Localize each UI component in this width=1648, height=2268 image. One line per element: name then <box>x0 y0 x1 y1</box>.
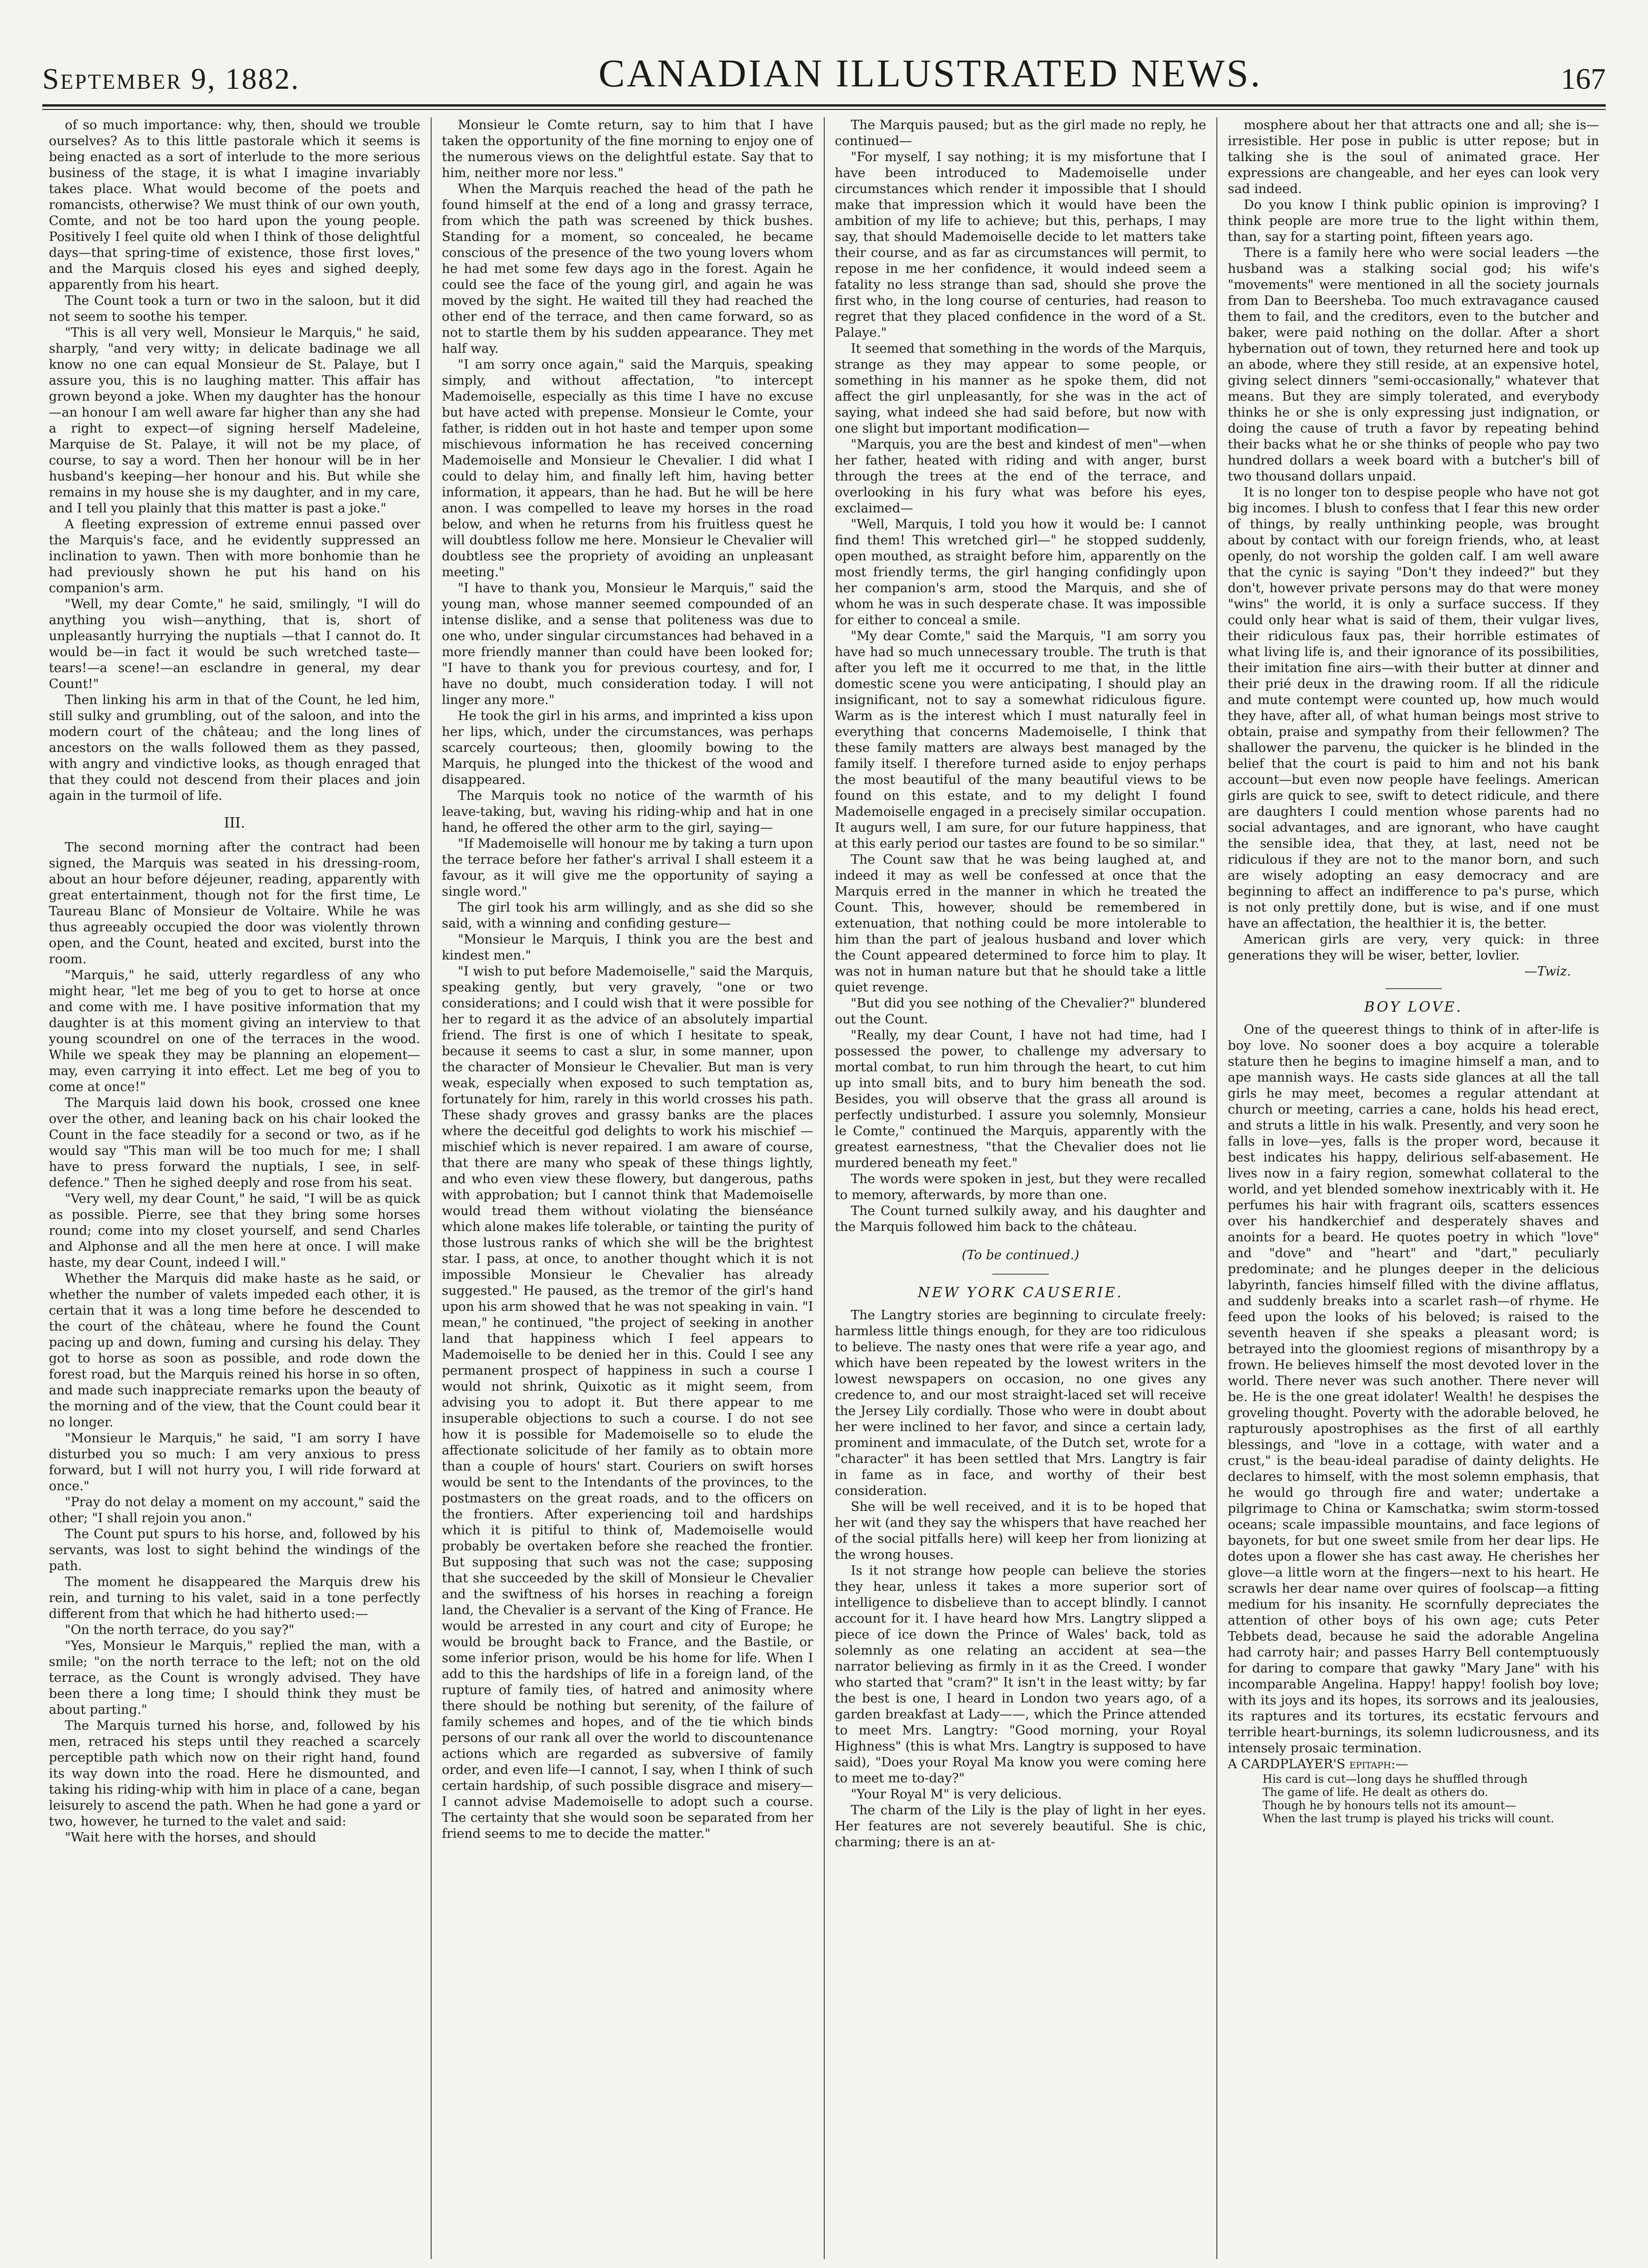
column-3-body <box>835 117 1207 1235</box>
paragraph: He took the girl in his arms, and imprinted a kiss upon her lips, which, under the circumstances, was perhaps scarcely courteous; then, gloomily bowing to the Marquis, he plunged into the thickest of the wood and disappeared. <box>441 709 813 787</box>
paragraph: The girl took his arm willingly, and as she did so she said, with a winning and confiding gesture— <box>441 900 813 931</box>
paragraph: When the Marquis reached the head of the path he found himself at the end of a long and grassy terrace, from which the path was screened by thick bushes. Standing for a moment, so concealed, he became conscious of the presence of the two young lovers whom he had met some few days ago in the forest. Again he could see the face of the young girl, and again he was moved by the sight. He waited till they had reached the other end of the terrace, and then came forward, so as not to startle them by his sudden appearance. They met half way. <box>441 182 813 356</box>
verse-line: Though he by honours tells not its amount— <box>1262 1799 1516 1812</box>
paragraph: The Count took a turn or two in the saloon, but it did not seem to soothe his temper. <box>49 294 420 324</box>
paragraph: One of the queerest things to think of in after-life is boy love. No sooner does a boy acquire a tolerable stature then he begins to imagine himself a man, and to ape mannish ways. He casts side glances at all the tall girls he may meet, becomes a regular attendant at church or meeting, carries a cane, holds his head erect, and struts a little in his walk. Presently, and very soon he falls in love—yes, falls is the proper word, because it best indicates his happy, delirious self-abasement. He lives now in a fairy region, somewhat collateral to the world, and yet blended somehow inextricably with it. He perfumes his hair with fragrant oils, scatters essences over his handkerchief and desperately shaves and anoints for a beard. He quotes poetry in which "love" and "dove" and "heart" and "dart," peculiarly predominate; and he plunges deeper in the delicious labyrinth, fancies himself filled with the divine afflatus, and suddenly breaks into a scarlet rash—of rhyme. He feed upon the looks of his beloved; is raised to the seventh heaven if she speaks a pleasant word; is betrayed into the gloomiest regions of misanthropy by a frown. He believes himself the most devoted lover in the world. There never was such another. There never will be. He is the one great idolater! Wealth! he despises the groveling thought. Poverty with the adorable beloved, he rapturously apostrophises as the first of all earthly blessings, and "love in a cottage, with water and a crust," is the beau-ideal paradise of dainty delights. He declares to himself, with the most solemn emphasis, that he would go through fire and water; undertake a pilgrimage to China or Kamschatka; swim storm-tossed oceans; scale impassible mountains, and face legions of bayonets, for but one sweet smile from her dear lips. He dotes upon a flower she has cast away. He cherishes her glove—a little worn at the fingers—next to his heart. He scrawls her dear name over quires of foolscap—a fitting medium for his insanity. He scornfully depreciates the attention of other boys of his own age; cuts Peter Tebbets dead, because he said the adorable Angelina had carroty hair; and passes Harry Bell contemptuously for daring to compare that gawky "Mary Jane" with his incomparable Angelina. Happy! happy! foolish boy love; with its joys and its hopes, its sorrows and its jealousies, its raptures and its tortures, its ecstatic fervours and terrible heart-burnings, its solemn ludicrousness, and its intensely prosaic termination. <box>1228 1022 1599 1756</box>
page-number: 167 <box>1560 62 1606 95</box>
issue-date: September 9, 1882. <box>42 62 300 95</box>
paragraph: "Marquis," he said, utterly regardless of any who might hear, "let me beg of you to get to horse at once and come with me. I have positive information that my daughter is at this moment giving an interview to that young scoundrel on one of the terraces in the wood. While we speak they may be planning an elopement—may, even carrying it into effect. Let me beg of you to come at once!" <box>49 968 420 1094</box>
paragraph: It is no longer ton to despise people who have not got big incomes. I blush to confess that I fear this new order of things, by really unthinking people, was brought about by contact with our foreign friends, who, at least openly, do not worship the golden calf. I am well aware that the cynic is saying "Don't they indeed?" but they don't, however private persons may do that were money "wins" the world, it is only a surface success. If they could only hear what is said of them, their vulgar lives, their ridiculous faux pas, their horrible estimates of what living life is, and their ignorance of its possibilities, their imitation fine airs—with their butter at dinner and their prié deux in the drawing room. If all the ridicule and mute contempt were counted up, how much would they have, after all, of what human beings most strive to obtain, praise and sympathy from their fellowmen? The shallower the parvenu, the quicker is he blinded in the belief that the court is paid to him and not his bank account—but even now people have feelings. American girls are quick to see, swift to detect ridicule, and there are daughters I could mention whose parents had no social advantages, and are ignorant, who have caught the sensible idea, that they, at last, need not be ridiculous if they are not to the manor born, and such are wisely adopting an easy democracy and are beginning to affect an indifference to pa's purse, which is not only prettily done, but is wise, and if one must have an affectation, the healthier it is, the better. <box>1228 485 1599 931</box>
paragraph: The Marquis turned his horse, and, followed by his men, retraced his steps until they reached a scarcely perceptible path which now on their right hand, found its way down into the road. Here he dismounted, and taking his riding-whip with him in place of a cane, began leisurely to ascend the path. When he had gone a yard or two, however, he turned to the valet and said: <box>49 1718 420 1829</box>
paragraph: The words were spoken in jest, but they were recalled to memory, afterwards, by more than one. <box>835 1172 1207 1202</box>
paragraph: "I have to thank you, Monsieur le Marquis," said the young man, whose manner seemed compounded of an intense dislike, and a sense that politeness was due to one who, under singular circumstances had behaved in a more friendly manner than could have been looked for; "I have to thank you for previous courtesy, and for, I have no doubt, much consideration today. I will not linger any more." <box>441 581 813 707</box>
paragraph: The moment he disappeared the Marquis drew his rein, and turning to his valet, said in a tone perfectly different from that which he had hitherto used:— <box>49 1575 420 1621</box>
paragraph: It seemed that something in the words of the Marquis, strange as they may appear to some people, or something in his manner as he spoke them, did not affect the girl unpleasantly, for she was in the act of saying, what indeed she had said before, but now with one slight but important modification— <box>835 341 1207 436</box>
paragraph: Then linking his arm in that of the Count, he led him, still sulky and grumbling, out of the saloon, and into the modern court of the château; and the long lines of ancestors on the walls followed them as they passed, with angry and vindictive looks, as though enraged that that they could not descend from their places and join again in the turmoil of life. <box>49 693 420 803</box>
verse-line: The game of life. He dealt as others do. <box>1262 1786 1488 1799</box>
paragraph: Do you know I think public opinion is improving? I think people are more true to the light within them, than, say for a starting point, fifteen years ago. <box>1228 198 1599 244</box>
paragraph: "Pray do not delay a moment on my account," said the other; "I shall rejoin you anon." <box>49 1495 420 1525</box>
paragraph: "Very well, my dear Count," he said, "I will be as quick as possible. Pierre, see that they bring some horses round; come into my closet yourself, and send Charles and Alphonse and all the men here at once. I will make haste, my dear Count, indeed I will." <box>49 1192 420 1270</box>
paragraph: "I wish to put before Mademoiselle," said the Marquis, speaking gently, but very gravely, "one or two considerations; and I could wish that it were possible for her to regard it as the advice of an absolutely impartial friend. The first is one of which I hesitate to speak, because it seems to cast a slur, in some manner, upon the character of Monsieur le Chevalier. But man is very weak, especially when exposed to such temptation as, fortunately for him, rarely in this world crosses his path. These shady groves and grassy banks are the places where the deceitful god delights to work his mischief —mischief which is never repaired. I am aware of course, that there are many who speak of these things lightly, and who even view these flowery, but dangerous, paths with approbation; but I cannot think that Mademoiselle would tread them without violating the bienséance which alone makes life tolerable, or tainting the purity of those lustrous ranks of which she will be the brightest star. I pass, at once, to another thought which it is not impossible Monsieur le Chevalier has already suggested." He paused, as the tremor of the girl's hand upon his arm showed that he was not speaking in vain. "I mean," he continued, "the project of seeking in another land that happiness which I feel appears to Mademoiselle to be denied her in this. Could I see any permanent prospect of happiness in such a course I would not shrink, Quixotic as it might seem, from advising you to adopt it. But there appear to me insuperable objections to such a course. I do not see how it is possible for Mademoiselle so to elude the affectionate solicitude of her family as to obtain more than a couple of hours' start. Couriers on swift horses would be sent to the Intendants of the provinces, to the postmasters on the great roads, and to the officers on the frontiers. After experiencing toil and hardships which it is pitiful to think of, Mademoiselle would probably be overtaken before she reached the frontier. But supposing that such was not the case; supposing that she succeeded by the skill of Monsieur le Chevalier and the swiftness of his horses in reaching a foreign land, the Chevalier is a servant of the King of France. He would be arrested in any court and city of Europe; he would be brought back to France, and the Bastile, or some inferior prison, would be his home for life. When I add to this the hardships of life in a foreign land, of the rupture of family ties, of hatred and animosity where there should be nothing but serenity, of the failure of family schemes and hopes, and of the tie which binds persons of our rank all over the world to discountenance actions which are regarded as subversive of family order, and even life—I cannot, I say, when I think of such certain hardship, of such possible disgrace and misery—I cannot advise Mademoiselle to adopt such a course. The certainty that she would soon be separated from her friend seems to me to decide the matter." <box>441 964 813 1841</box>
paragraph: She will be well received, and it is to be hoped that her wit (and they say the whispers that have reached her of the social pitfalls here) will keep her from lionizing at the wrong houses. <box>835 1500 1207 1562</box>
paragraph: The Marquis took no notice of the warmth of his leave-taking, but, waving his riding-whip and hat in one hand, he offered the other arm to the girl, saying— <box>441 789 813 835</box>
paragraph: The Marquis laid down his book, crossed one knee over the other, and leaning back on his chair looked the Count in the face steadily for a second or two, as if he would say "This man will be too much for me; I shall have to press forward the nuptials, I see, in self-defence." Then he sighed deeply and rose from his seat. <box>49 1096 420 1190</box>
paragraph: "Really, my dear Count, I have not had time, had I possessed the power, to challenge my adversary to mortal combat, to run him through the heart, to cut him up into small bits, and to bury him beneath the sod. Besides, you will observe that the grass all around is perfectly undisturbed. I assure you solemnly, Monsieur le Comte," continued the Marquis, apparently with the greatest earnestness, "that the Chevalier does not lie murdered beneath my feet." <box>835 1028 1207 1170</box>
paragraph: "On the north terrace, do you say?" <box>65 1623 294 1637</box>
masthead-rule <box>42 104 1606 107</box>
column-1-body <box>49 117 420 804</box>
paragraph: "If Mademoiselle will honour me by taking a turn upon the terrace before her father's arrival I shall esteem it a favour, as it will give me the opportunity of saying a single word." <box>441 836 813 899</box>
paragraph: "Well, my dear Comte," he said, smilingly, "I will do anything you wish—anything, that is, short of unpleasantly hurrying the nuptials —that I cannot do. It would be—in fact it would be such wretched taste—tears!—a scene!—an esclandre in general, my dear Count!" <box>49 597 420 691</box>
signature: —Twiz. <box>1524 964 1571 979</box>
paragraph: "Monsieur le Marquis, I think you are the best and kindest men." <box>441 932 813 963</box>
section-divider <box>1385 988 1442 989</box>
paragraph: mosphere about her that attracts one and all; she is—irresistible. Her pose in public is utter repose; but in talking she is the soul of animated grace. Her expressions are changeable, and her eyes can look very sad indeed. <box>1228 118 1599 196</box>
column-4-body <box>1228 117 1599 964</box>
paragraph: The charm of the Lily is the play of light in her eyes. Her features are not severely beautiful. She is chic, charming; there is an at- <box>835 1803 1207 1850</box>
paragraph: "Marquis, you are the best and kindest of men"—when her father, heated with riding and with anger, burst through the trees at the end of the terrace, and overlooking in his fury what was before his eyes, exclaimed— <box>835 437 1207 516</box>
column-3-body-continued <box>835 1308 1207 1850</box>
paragraph: The Langtry stories are beginning to circulate freely: harmless little things enough, for they are too ridiculous to believe. The nasty ones that were rife a year ago, and which have been repeated by the lowest writers in the lowest newspapers on occasion, no one gives any credence to, and our most straight-laced set will receive the Jersey Lily cordially. Those who were in doubt about her were inclined to her favor, and since a certain lady, prominent and immaculate, of the Dutch set, wrote for a "character" it has been settled that Mrs. Langtry is fair in fame as in face, and worthy of their best consideration. <box>835 1308 1207 1498</box>
to-be-continued: (To be continued.) <box>961 1248 1079 1262</box>
verse-line: When the last trump is played his tricks will count. <box>1262 1812 1555 1825</box>
paragraph: American girls are very, very quick: in three generations they will be wiser, better, lovlier. <box>1228 932 1599 963</box>
paragraph: Monsieur le Comte return, say to him that I have taken the opportunity of the fine morning to enjoy one of the numerous views on the delightful estate. Say that to him, neither more nor less." <box>441 118 813 180</box>
paragraph: The Count saw that he was being laughed at, and indeed it may as well be confessed at once that the Marquis erred in the manner in which he treated the Count. This, however, should be remembered in extenuation, that nothing could be more intolerable to him than the part of jealous husband and lover which the Count appeared determined to force him to play. It was not in human nature but that he should take a little quiet revenge. <box>835 852 1207 995</box>
paragraph: "Your Royal M" is very delicious. <box>851 1787 1062 1802</box>
paragraph: Is it not strange how people can believe the stories they hear, unless it takes a more superior sort of intelligence to disbelieve than to accept blindly. I cannot account for it. I have heard how Mrs. Langtry slipped a piece of ice down the Prince of Wales' back, told as solemnly as one relating an accident at sea—the narrator believing as firmly in it as the Creed. I wonder who started that "cram?" It isn't in the least witty; by far the best is one, I heard in London two years ago, of a garden breakfast at Lady——, which the Prince attended to meet Mrs. Langtry: "Good morning, your Royal Highness" (this is what Mrs. Langtry is supposed to have said), "Does your Royal Ma know you were coming here to meet me to-day?" <box>835 1564 1207 1786</box>
paragraph: "Yes, Monsieur le Marquis," replied the man, with a smile; "on the north terrace to the left; not on the old terrace, as the Count is wrongly advised. They have been there a long time; I should think they must be about parting." <box>49 1639 420 1717</box>
masthead <box>42 45 1606 96</box>
column-divider <box>1216 117 1217 2259</box>
chapter-heading: III. <box>224 815 245 831</box>
epitaph-verse <box>1228 1773 1599 1825</box>
newspaper-title: CANADIAN ILLUSTRATED NEWS. <box>598 52 1262 95</box>
paragraph: The Count put spurs to his horse, and, followed by his servants, was lost to sight behind the windings of the path. <box>49 1527 420 1573</box>
paragraph: of so much importance: why, then, should we trouble ourselves? As to this little pastorale which it seems is being enacted as a sort of interlude to the more serious business of the stage, it is what I imagine invariably takes place. What would become of the poets and romancists, otherwise? We must think of our own youth, Comte, and not be too hard upon the young people. Positively I feel quite old when I think of those delightful days—that spring-time of existence, those first loves," and the Marquis closed his eyes and sighed deeply, apparently from his heart. <box>49 118 420 292</box>
paragraph: "I am sorry once again," said the Marquis, speaking simply, and without affectation, "to intercept Mademoiselle, especially as this time I have no excuse but have acted with prepense. Monsieur le Comte, your father, is ridden out in hot haste and temper upon some mischievous information he has received concerning Mademoiselle and Monsieur le Chevalier. I did what I could to delay him, and finally left him, having better information, it appears, than he had. But he will be here anon. I was compelled to leave my horses in the road below, and when he returns from his fruitless quest he will doubtless follow me here. Monsieur le Chevalier will doubtless see the propriety of avoiding an unpleasant meeting." <box>441 357 813 580</box>
column-2 <box>435 117 820 2259</box>
column-1 <box>42 117 427 2259</box>
section-title-new-york-causerie: NEW YORK CAUSERIE. <box>918 1285 1123 1301</box>
column-2-body <box>442 117 813 1842</box>
epitaph-title: A CARDPLAYER'S epitaph:— <box>1228 1757 1408 1772</box>
column-1-body-continued <box>49 840 420 1846</box>
paragraph: The Marquis paused; but as the girl made no reply, he continued— <box>835 118 1207 148</box>
paragraph: "Well, Marquis, I told you how it would be: I cannot find them! This wretched girl—" he stopped suddenly, open mouthed, as straight before him, apparently on the most friendly terms, the girl hanging confidingly upon her companion's arm, stood the Marquis, and she of whom he was in such desperate chase. It was impossible for either to conceal a smile. <box>835 517 1207 627</box>
column-divider <box>431 117 432 2259</box>
masthead-rule-thin <box>42 109 1606 110</box>
verse-line: His card is cut—long days he shuffled through <box>1262 1773 1528 1786</box>
paragraph: "For myself, I say nothing; it is my misfortune that I have been introduced to Mademoiselle under circumstances which render it impossible that I should make that impression which it would have been the ambition of my life to achieve; but this, perhaps, I may say, that should Mademoiselle decide to let matters take their course, and as far as circumstances will permit, to repose in me her confidence, it would indeed seem a fatality no less strange than sad, should she prove the first who, in the long course of centuries, had reason to regret that they placed confidence in the word of a St. Palaye." <box>835 150 1207 340</box>
paragraph: "Wait here with the horses, and should <box>65 1830 317 1845</box>
paragraph: "My dear Comte," said the Marquis, "I am sorry you have had so much unnecessary trouble. The truth is that after you left me it occurred to me that, in the little domestic scene you were anticipating, I should play an insignificant, not to say a somewhat ridiculous figure. Warm as is the interest which I must naturally feel in everything that concerns Mademoiselle, I think that these family matters are always best managed by the family itself. I therefore turned aside to enjoy perhaps the most beautiful of the many beautiful views to be found on this estate, and to my delight I found Mademoiselle engaged in a precisely similar occupation. It augurs well, I am sure, for our future happiness, that at this early period our tastes are found to be so similar." <box>835 629 1207 851</box>
column-4 <box>1221 117 1606 2259</box>
column-divider <box>824 117 825 2259</box>
column-4-body-continued <box>1228 1022 1599 1757</box>
paragraph: Whether the Marquis did make haste as he said, or whether the number of valets impeded each other, it is certain that it was a long time before he descended to the court of the château, where he found the Count pacing up and down, fuming and cursing his delay. They got to horse as soon as possible, and rode down the forest road, but the Marquis reined his horse in so often, and made such inappreciate remarks upon the beauty of the morning and of the view, that the Count could bear it no longer. <box>49 1271 420 1430</box>
paragraph: The Count turned sulkily away, and his daughter and the Marquis followed him back to the château. <box>835 1204 1207 1234</box>
paragraph: "This is all very well, Monsieur le Marquis," he said, sharply, "and very witty; in delicate badinage we all know no one can equal Monsieur de St. Palaye, but I assure you, this is no laughing matter. This affair has grown beyond a joke. When my daughter has the honour—an honour I am well aware far higher than any she had a right to expect—of signing herself Madeleine, Marquise de St. Palaye, it will not be my place, of course, to say a word. Then her honour will be in her husband's keeping—her honour and his. But while she remains in my house she is my daughter, and in my care, and I tell you plainly that this matter is past a joke." <box>49 325 420 516</box>
paragraph: A fleeting expression of extreme ennui passed over the Marquis's face, and he evidently suppressed an inclination to yawn. Then with more bonhomie than he had previously shown he put his hand on his companion's arm. <box>49 517 420 596</box>
section-title-boy-love: BOY LOVE. <box>1364 999 1463 1015</box>
section-divider <box>992 1274 1049 1275</box>
paragraph: There is a family here who were social leaders —the husband was a stalking social god; his wife's "movements" were mentioned in all the society journals from Dan to Beersheba. Too much extravagance caused them to fail, and the creditors, even to the butcher and baker, were paid nothing on the dollar. After a short hybernation out of town, they returned here and took up an abode, where they still reside, at an expensive hotel, giving select dinners "semi-occasionally," whatever that means. But they are simply tolerated, and everybody thinks he or she is only expressing just indignation, or doing the cause of truth a favor by repeating behind their backs what he or she thinks of people who pay two hundred dollars a week board with a butcher's bill of two thousand dollars unpaid. <box>1228 246 1599 484</box>
paragraph: "But did you see nothing of the Chevalier?" blundered out the Count. <box>835 996 1207 1027</box>
columns <box>42 117 1606 2259</box>
column-3 <box>828 117 1213 2259</box>
paragraph: "Monsieur le Marquis," he said, "I am sorry I have disturbed you so much: I am very anxious to press forward, but I will not hurry you, I will ride forward at once." <box>49 1431 420 1494</box>
paragraph: The second morning after the contract had been signed, the Marquis was seated in his dressing-room, about an hour before déjeuner, reading, apparently with great entertainment, though not for the first time, Le Taureau Blanc of Monsieur de Voltaire. While he was thus agreeably occupied the door was violently thrown open, and the Count, heated and excited, burst into the room. <box>49 840 420 967</box>
